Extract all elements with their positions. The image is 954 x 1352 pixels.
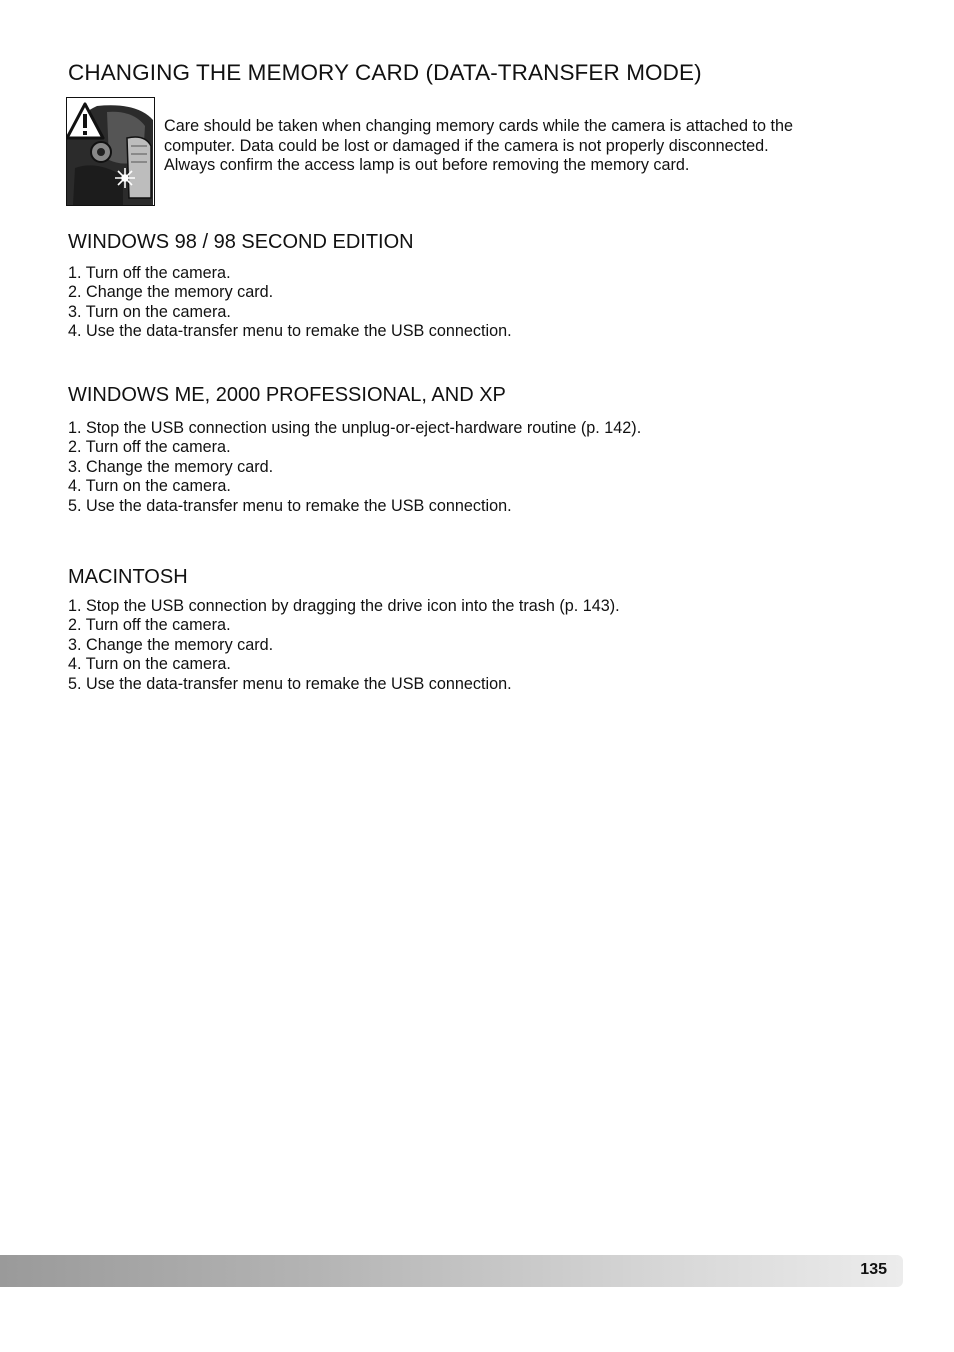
list-item: 3. Change the memory card. <box>68 635 274 654</box>
section-heading-windows-me-2000-xp: WINDOWS ME, 2000 PROFESSIONAL, AND XP <box>68 384 506 406</box>
list-item: 1. Stop the USB connection using the unplug-or-eject-hardware routine (p. 142). <box>68 419 642 437</box>
warning-line: Always confirm the access lamp is out before removing the memory card. <box>164 156 690 175</box>
warning-notice <box>164 117 904 176</box>
list-item: 2. Change the memory card. <box>68 283 274 302</box>
list-item: 5. Use the data-transfer menu to remake the USB connection. <box>68 674 512 693</box>
page-title: CHANGING THE MEMORY CARD (DATA-TRANSFER MODE) <box>68 60 702 85</box>
steps-list-macintosh <box>68 597 620 694</box>
list-item: 3. Change the memory card. <box>68 457 274 476</box>
section-heading-windows-98: WINDOWS 98 / 98 SECOND EDITION <box>68 231 414 253</box>
list-item: 1. Stop the USB connection by dragging the drive icon into the trash (p. 143). <box>68 597 620 615</box>
list-item: 2. Turn off the camera. <box>68 438 231 457</box>
page-number: 135 <box>860 1261 887 1278</box>
footer-bar <box>0 1255 903 1287</box>
list-item: 2. Turn off the camera. <box>68 616 231 635</box>
list-item: 4. Use the data-transfer menu to remake the USB connection. <box>68 322 512 341</box>
list-item: 4. Turn on the camera. <box>68 655 231 674</box>
list-item: 5. Use the data-transfer menu to remake the USB connection. <box>68 496 512 515</box>
steps-list-windows-98 <box>68 264 512 342</box>
warning-line: Care should be taken when changing memory cards while the camera is attached to the <box>164 117 793 135</box>
access-lamp-icon <box>115 168 135 188</box>
list-item: 4. Turn on the camera. <box>68 477 231 496</box>
section-heading-macintosh: MACINTOSH <box>68 566 188 588</box>
steps-list-windows-me-2000-xp <box>68 419 641 516</box>
warning-line: computer. Data could be lost or damaged if the camera is not properly disconnected. <box>164 136 769 155</box>
camera-card-door-illustration <box>66 97 155 206</box>
list-item: 1. Turn off the camera. <box>68 264 231 282</box>
list-item: 3. Turn on the camera. <box>68 302 231 321</box>
